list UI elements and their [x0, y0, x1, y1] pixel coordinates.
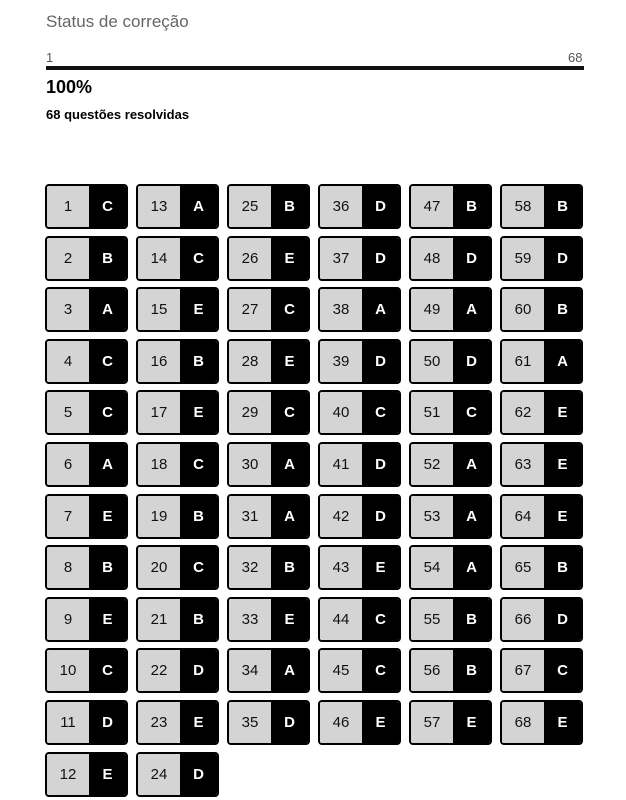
- answer-cell[interactable]: [136, 700, 219, 745]
- answer-letter: E: [544, 702, 581, 743]
- answer-cell[interactable]: [136, 442, 219, 487]
- answer-cell[interactable]: [45, 700, 128, 745]
- answer-letter: B: [180, 341, 217, 382]
- answer-letter: E: [180, 392, 217, 433]
- question-number: 13: [138, 186, 180, 227]
- progress-bar-fill: [46, 66, 584, 70]
- answer-cell[interactable]: [318, 236, 401, 281]
- question-number: 8: [47, 547, 89, 588]
- question-number: 5: [47, 392, 89, 433]
- answer-cell[interactable]: [136, 494, 219, 539]
- answer-cell[interactable]: [136, 236, 219, 281]
- answer-letter: C: [89, 392, 126, 433]
- answer-letter: B: [180, 496, 217, 537]
- question-number: 54: [411, 547, 453, 588]
- answer-cell[interactable]: [318, 597, 401, 642]
- answer-cell[interactable]: [136, 184, 219, 229]
- answer-letter: D: [89, 702, 126, 743]
- answer-cell[interactable]: [318, 442, 401, 487]
- question-number: 66: [502, 599, 544, 640]
- answer-letter: B: [180, 599, 217, 640]
- question-number: 43: [320, 547, 362, 588]
- question-number: 65: [502, 547, 544, 588]
- question-number: 44: [320, 599, 362, 640]
- answer-letter: D: [544, 238, 581, 279]
- answer-cell[interactable]: [45, 442, 128, 487]
- answer-cell[interactable]: [409, 597, 492, 642]
- answer-letter: D: [362, 238, 399, 279]
- question-number: 24: [138, 754, 180, 795]
- progress-range-end: 68: [568, 50, 583, 65]
- question-number: 63: [502, 444, 544, 485]
- answer-letter: E: [180, 289, 217, 330]
- answer-cell[interactable]: [318, 545, 401, 590]
- question-number: 15: [138, 289, 180, 330]
- question-number: 39: [320, 341, 362, 382]
- answer-letter: E: [271, 599, 308, 640]
- answer-cell[interactable]: [45, 545, 128, 590]
- answer-letter: E: [544, 392, 581, 433]
- answer-cell[interactable]: [409, 545, 492, 590]
- answer-letter: E: [453, 702, 490, 743]
- question-number: 25: [229, 186, 271, 227]
- answer-letter: E: [89, 599, 126, 640]
- answer-cell[interactable]: [227, 545, 310, 590]
- answer-letter: C: [271, 392, 308, 433]
- answer-letter: E: [544, 444, 581, 485]
- answer-letter: D: [362, 186, 399, 227]
- answer-letter: A: [271, 650, 308, 691]
- answer-cell[interactable]: [409, 442, 492, 487]
- answer-letter: A: [453, 444, 490, 485]
- answer-letter: C: [362, 599, 399, 640]
- answer-cell[interactable]: [318, 390, 401, 435]
- answer-cell[interactable]: [45, 287, 128, 332]
- question-number: 20: [138, 547, 180, 588]
- question-number: 31: [229, 496, 271, 537]
- question-number: 53: [411, 496, 453, 537]
- question-number: 40: [320, 392, 362, 433]
- progress-percent: 100%: [46, 77, 93, 97]
- answer-letter: E: [271, 341, 308, 382]
- question-number: 2: [47, 238, 89, 279]
- answer-cell[interactable]: [318, 494, 401, 539]
- status-title: Status de correção: [46, 12, 189, 31]
- question-number: 51: [411, 392, 453, 433]
- answer-letter: C: [362, 392, 399, 433]
- question-number: 38: [320, 289, 362, 330]
- answer-letter: E: [271, 238, 308, 279]
- answer-cell[interactable]: [500, 236, 583, 281]
- answer-letter: D: [180, 754, 217, 795]
- answer-letter: B: [89, 238, 126, 279]
- question-number: 56: [411, 650, 453, 691]
- answer-cell[interactable]: [500, 597, 583, 642]
- question-number: 68: [502, 702, 544, 743]
- answer-cell[interactable]: [227, 236, 310, 281]
- answer-letter: E: [362, 702, 399, 743]
- question-number: 52: [411, 444, 453, 485]
- question-number: 37: [320, 238, 362, 279]
- question-number: 29: [229, 392, 271, 433]
- answer-letter: C: [180, 444, 217, 485]
- answer-cell[interactable]: [409, 648, 492, 693]
- answer-letter: B: [544, 186, 581, 227]
- answer-letter: E: [89, 496, 126, 537]
- question-number: 60: [502, 289, 544, 330]
- answer-cell[interactable]: [45, 494, 128, 539]
- question-number: 45: [320, 650, 362, 691]
- answer-cell[interactable]: [500, 442, 583, 487]
- question-number: 4: [47, 341, 89, 382]
- answer-cell[interactable]: [409, 236, 492, 281]
- progress-range-start: 1: [46, 50, 54, 65]
- answer-cell[interactable]: [409, 700, 492, 745]
- answer-cell[interactable]: [227, 700, 310, 745]
- question-number: 49: [411, 289, 453, 330]
- question-number: 12: [47, 754, 89, 795]
- question-number: 21: [138, 599, 180, 640]
- answer-letter: D: [453, 341, 490, 382]
- answer-cell[interactable]: [500, 494, 583, 539]
- answer-letter: E: [362, 547, 399, 588]
- question-number: 32: [229, 547, 271, 588]
- answer-cell[interactable]: [136, 390, 219, 435]
- question-number: 26: [229, 238, 271, 279]
- answer-letter: B: [271, 186, 308, 227]
- question-number: 27: [229, 289, 271, 330]
- answer-cell[interactable]: [45, 648, 128, 693]
- answer-cell[interactable]: [227, 287, 310, 332]
- answer-cell[interactable]: [500, 287, 583, 332]
- question-number: 30: [229, 444, 271, 485]
- answer-cell[interactable]: [500, 700, 583, 745]
- question-number: 59: [502, 238, 544, 279]
- answer-letter: C: [180, 238, 217, 279]
- answer-letter: A: [453, 289, 490, 330]
- answer-letter: C: [89, 650, 126, 691]
- answer-letter: B: [89, 547, 126, 588]
- answer-cell[interactable]: [227, 597, 310, 642]
- question-number: 6: [47, 444, 89, 485]
- question-number: 62: [502, 392, 544, 433]
- answer-letter: D: [271, 702, 308, 743]
- question-number: 19: [138, 496, 180, 537]
- answer-cell[interactable]: [409, 287, 492, 332]
- question-number: 14: [138, 238, 180, 279]
- question-number: 16: [138, 341, 180, 382]
- answer-letter: A: [544, 341, 581, 382]
- question-number: 22: [138, 650, 180, 691]
- answer-cell[interactable]: [318, 184, 401, 229]
- question-number: 28: [229, 341, 271, 382]
- question-number: 10: [47, 650, 89, 691]
- answer-cell[interactable]: [45, 390, 128, 435]
- answer-letter: C: [271, 289, 308, 330]
- question-number: 3: [47, 289, 89, 330]
- question-number: 35: [229, 702, 271, 743]
- answer-cell[interactable]: [45, 752, 128, 797]
- answer-cell[interactable]: [45, 184, 128, 229]
- question-number: 9: [47, 599, 89, 640]
- answer-letter: D: [180, 650, 217, 691]
- answer-cell[interactable]: [136, 339, 219, 384]
- answer-letter: D: [362, 496, 399, 537]
- answer-letter: A: [362, 289, 399, 330]
- question-number: 48: [411, 238, 453, 279]
- answer-cell[interactable]: [409, 339, 492, 384]
- answer-cell[interactable]: [227, 442, 310, 487]
- answer-grid: [45, 184, 583, 797]
- question-number: 42: [320, 496, 362, 537]
- answer-letter: C: [180, 547, 217, 588]
- answer-letter: E: [180, 702, 217, 743]
- answer-letter: B: [544, 547, 581, 588]
- answer-letter: E: [89, 754, 126, 795]
- question-number: 58: [502, 186, 544, 227]
- answer-cell[interactable]: [409, 390, 492, 435]
- question-number: 57: [411, 702, 453, 743]
- answer-cell[interactable]: [136, 545, 219, 590]
- answer-cell[interactable]: [227, 184, 310, 229]
- answer-letter: C: [362, 650, 399, 691]
- answer-letter: C: [89, 341, 126, 382]
- answer-letter: C: [544, 650, 581, 691]
- question-number: 34: [229, 650, 271, 691]
- answer-letter: B: [271, 547, 308, 588]
- answer-cell[interactable]: [318, 339, 401, 384]
- answer-cell[interactable]: [227, 339, 310, 384]
- answer-cell[interactable]: [45, 236, 128, 281]
- answer-cell[interactable]: [409, 184, 492, 229]
- answer-cell[interactable]: [500, 339, 583, 384]
- question-number: 67: [502, 650, 544, 691]
- answer-letter: A: [271, 496, 308, 537]
- answer-letter: B: [453, 650, 490, 691]
- question-number: 61: [502, 341, 544, 382]
- question-number: 17: [138, 392, 180, 433]
- answer-letter: D: [362, 341, 399, 382]
- answer-letter: C: [89, 186, 126, 227]
- answer-cell[interactable]: [500, 184, 583, 229]
- question-number: 64: [502, 496, 544, 537]
- answer-letter: A: [89, 289, 126, 330]
- question-number: 41: [320, 444, 362, 485]
- question-number: 7: [47, 496, 89, 537]
- answer-cell[interactable]: [318, 700, 401, 745]
- question-number: 11: [47, 702, 89, 743]
- answer-cell[interactable]: [136, 597, 219, 642]
- answer-letter: E: [544, 496, 581, 537]
- question-number: 18: [138, 444, 180, 485]
- answer-letter: A: [453, 496, 490, 537]
- progress-bar: [46, 66, 584, 70]
- question-number: 46: [320, 702, 362, 743]
- answer-letter: A: [180, 186, 217, 227]
- question-number: 33: [229, 599, 271, 640]
- answer-letter: A: [453, 547, 490, 588]
- answer-letter: D: [453, 238, 490, 279]
- answer-letter: D: [362, 444, 399, 485]
- question-number: 47: [411, 186, 453, 227]
- question-number: 50: [411, 341, 453, 382]
- answer-cell[interactable]: [227, 494, 310, 539]
- answer-cell[interactable]: [227, 648, 310, 693]
- answer-cell[interactable]: [409, 494, 492, 539]
- answer-cell[interactable]: [136, 648, 219, 693]
- answer-letter: A: [89, 444, 126, 485]
- answer-cell[interactable]: [45, 597, 128, 642]
- answer-letter: B: [453, 599, 490, 640]
- answer-letter: A: [271, 444, 308, 485]
- answer-cell[interactable]: [318, 287, 401, 332]
- answer-letter: D: [544, 599, 581, 640]
- answer-cell[interactable]: [227, 390, 310, 435]
- answer-cell[interactable]: [500, 545, 583, 590]
- question-number: 23: [138, 702, 180, 743]
- answer-letter: B: [453, 186, 490, 227]
- question-number: 36: [320, 186, 362, 227]
- answer-cell[interactable]: [45, 339, 128, 384]
- answer-cell[interactable]: [500, 390, 583, 435]
- answer-cell[interactable]: [136, 287, 219, 332]
- question-number: 1: [47, 186, 89, 227]
- answer-cell[interactable]: [136, 752, 219, 797]
- resolved-count: 68 questões resolvidas: [46, 107, 190, 122]
- question-number: 55: [411, 599, 453, 640]
- answer-cell[interactable]: [500, 648, 583, 693]
- answer-letter: B: [544, 289, 581, 330]
- answer-letter: C: [453, 392, 490, 433]
- answer-cell[interactable]: [318, 648, 401, 693]
